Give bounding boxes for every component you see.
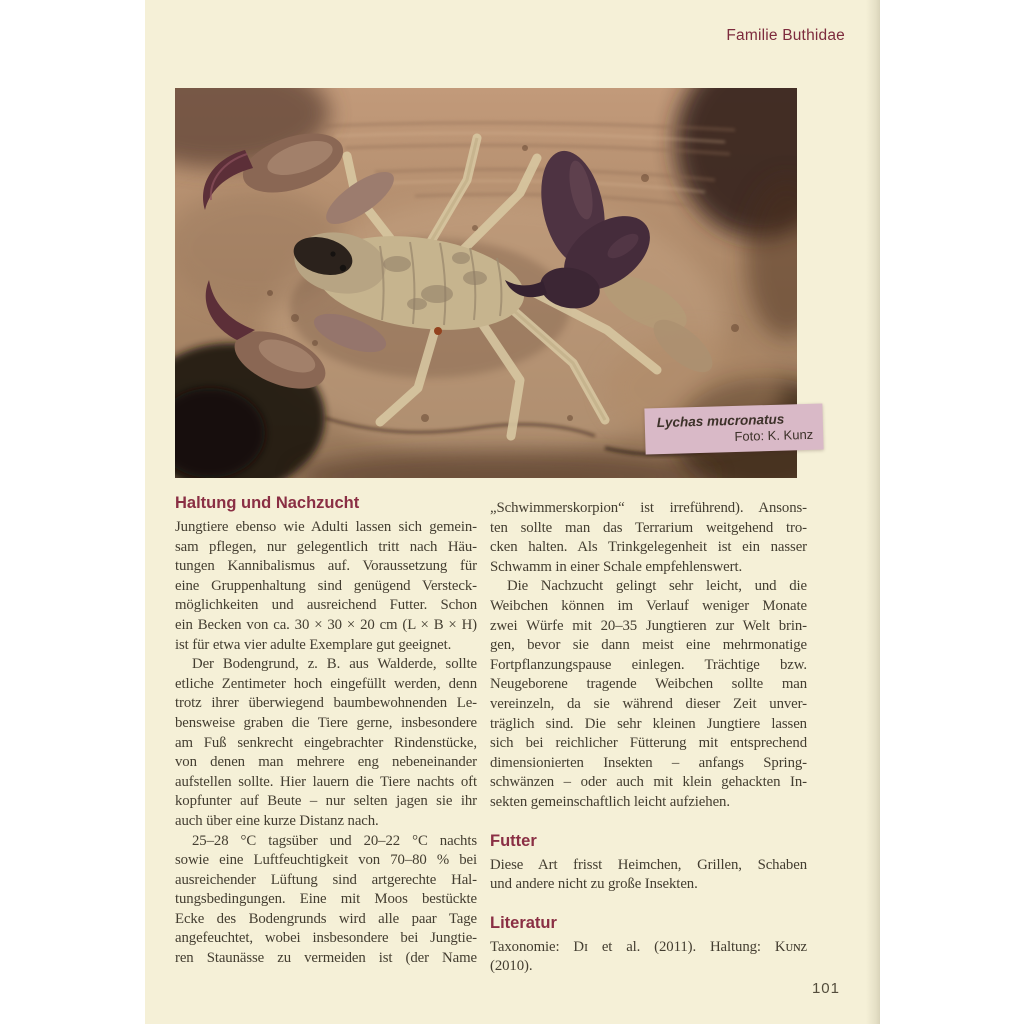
- text-line: sowie eine Luftfeuchtigkeit von 70–80 % bei: [175, 852, 477, 869]
- paragraph: [490, 499, 807, 577]
- text-line: tungsbedingungen. Eine mit Moos bestückte: [175, 891, 477, 908]
- paragraph: [490, 938, 807, 977]
- paragraph: [490, 577, 807, 812]
- text-line: tungen Kannibalismus auf. Voraussetzung für: [175, 558, 477, 575]
- text-line: auch über eine kurze Distanz nach.: [175, 812, 379, 829]
- text-line: angefeuchtet, wobei insbesondere bei Jungtie-: [175, 930, 477, 947]
- text-line: ren Staunässe zu vermeiden ist (der Name: [175, 950, 477, 967]
- text-line: cken halten. Als Trinkgelegenheit ist ein nasser: [490, 539, 807, 556]
- page-edge-shadow: [866, 0, 880, 1024]
- text-line: sich bei reichlicher Fütterung mit entsprechend: [490, 735, 807, 752]
- photo-credit: Foto: K. Kunz: [734, 426, 814, 444]
- text-line: 25–28 °C tagsüber und 20–22 °C nachts: [192, 832, 477, 849]
- section-heading: Literatur: [490, 913, 557, 932]
- text-column-left: [175, 493, 477, 969]
- text-line: Die Nachzucht gelingt sehr leicht, und die: [507, 578, 807, 595]
- text-line: eine Gruppenhaltung sind genügend Versteck-: [175, 577, 477, 594]
- photo-caption-label: [644, 404, 823, 455]
- text-line: ausreichender Lüftung sind artgerechte Hal-: [175, 871, 477, 888]
- text-line: Diese Art frisst Heimchen, Grillen, Schaben: [490, 856, 807, 873]
- text-line: bensweise graben die Tiere gerne, insbesondere: [175, 714, 477, 731]
- text-line: und andere nicht zu große Insekten.: [490, 876, 698, 893]
- text-line: sam pflegen, nur gelegentlich tritt nach Häu-: [175, 538, 477, 555]
- text-line: am Fuß senkrecht eingebrachter Rindenstücke,: [175, 734, 477, 751]
- paragraph: [175, 518, 477, 655]
- text-line: Weibchen können im Verlauf weniger Monate: [490, 597, 807, 614]
- text-line: Der Bodengrund, z. B. aus Walderde, sollte: [192, 656, 477, 673]
- text-line: Taxonomie: Dɪ et al. (2011). Haltung: Kᴜɴᴢ: [490, 938, 807, 955]
- text-line: ist für etwa vier adulte Exemplare gut geeignet.: [175, 636, 452, 653]
- text-line: Neugeborene tragende Weibchen sollte man: [490, 676, 807, 693]
- species-name: Lychas mucronatus: [656, 411, 785, 431]
- text-line: ein Becken von ca. 30 × 30 × 20 cm (L × B × H): [175, 616, 477, 633]
- text-line: möglichkeiten und ausreichend Futter. Schon: [175, 597, 477, 614]
- text-line: Schwamm in einer Schale empfehlenswert.: [490, 558, 743, 575]
- text-line: aufstellen sollte. Hier lauern die Tiere nachts oft: [175, 773, 477, 790]
- book-page: [145, 0, 880, 1024]
- text-line: etliche Zentimeter hoch eingefüllt werden, denn: [175, 675, 477, 692]
- text-line: vereinzeln, da sie während dieser Zeit unver-: [490, 695, 807, 712]
- text-line: sekten gemeinschaftlich leicht aufziehen.: [490, 793, 730, 810]
- text-line: (2010).: [490, 958, 533, 975]
- text-line: Ecke des Bodengrunds wird alle paar Tage: [175, 910, 477, 927]
- paragraph: [490, 856, 807, 895]
- text-line: Fortpflanzungspause einlegen. Trächtige bzw.: [490, 656, 807, 673]
- species-photo: [175, 88, 814, 478]
- text-line: von denen man mehrere eng nebeneinander: [175, 754, 477, 771]
- text-line: träglich sind. Die sehr kleinen Jungtiere lassen: [490, 715, 807, 732]
- text-line: kopfunter auf Beute – nur selten jagen sie ihr: [175, 793, 477, 810]
- paragraph: [175, 832, 477, 969]
- text-line: ten sollte man das Terrarium weitgehend tro-: [490, 519, 807, 536]
- text-line: „Schwimmerskorpion“ ist irreführend). Ansons-: [490, 500, 807, 516]
- text-line: zwei Würfe mit 20–35 Jungtieren zur Welt brin-: [490, 617, 807, 634]
- running-header: Familie Buthidae: [726, 27, 845, 44]
- text-line: Jungtiere ebenso wie Adulti lassen sich gemein-: [175, 519, 477, 535]
- page-number: 101: [811, 980, 840, 997]
- text-line: trotz ihrer überwiegend baumbewohnenden Le-: [175, 695, 477, 712]
- section-heading: Futter: [490, 831, 537, 850]
- text-column-right: [490, 499, 807, 977]
- paragraph: [175, 655, 477, 831]
- text-line: dimensionierten Insekten – anfangs Spring-: [490, 754, 807, 771]
- section-heading: Haltung und Nachzucht: [175, 494, 360, 512]
- text-line: gen, bevor sie dann meist eine mehrmonatige: [490, 637, 807, 654]
- text-line: schwänzen – oder auch mit klein gehackten In-: [490, 774, 807, 791]
